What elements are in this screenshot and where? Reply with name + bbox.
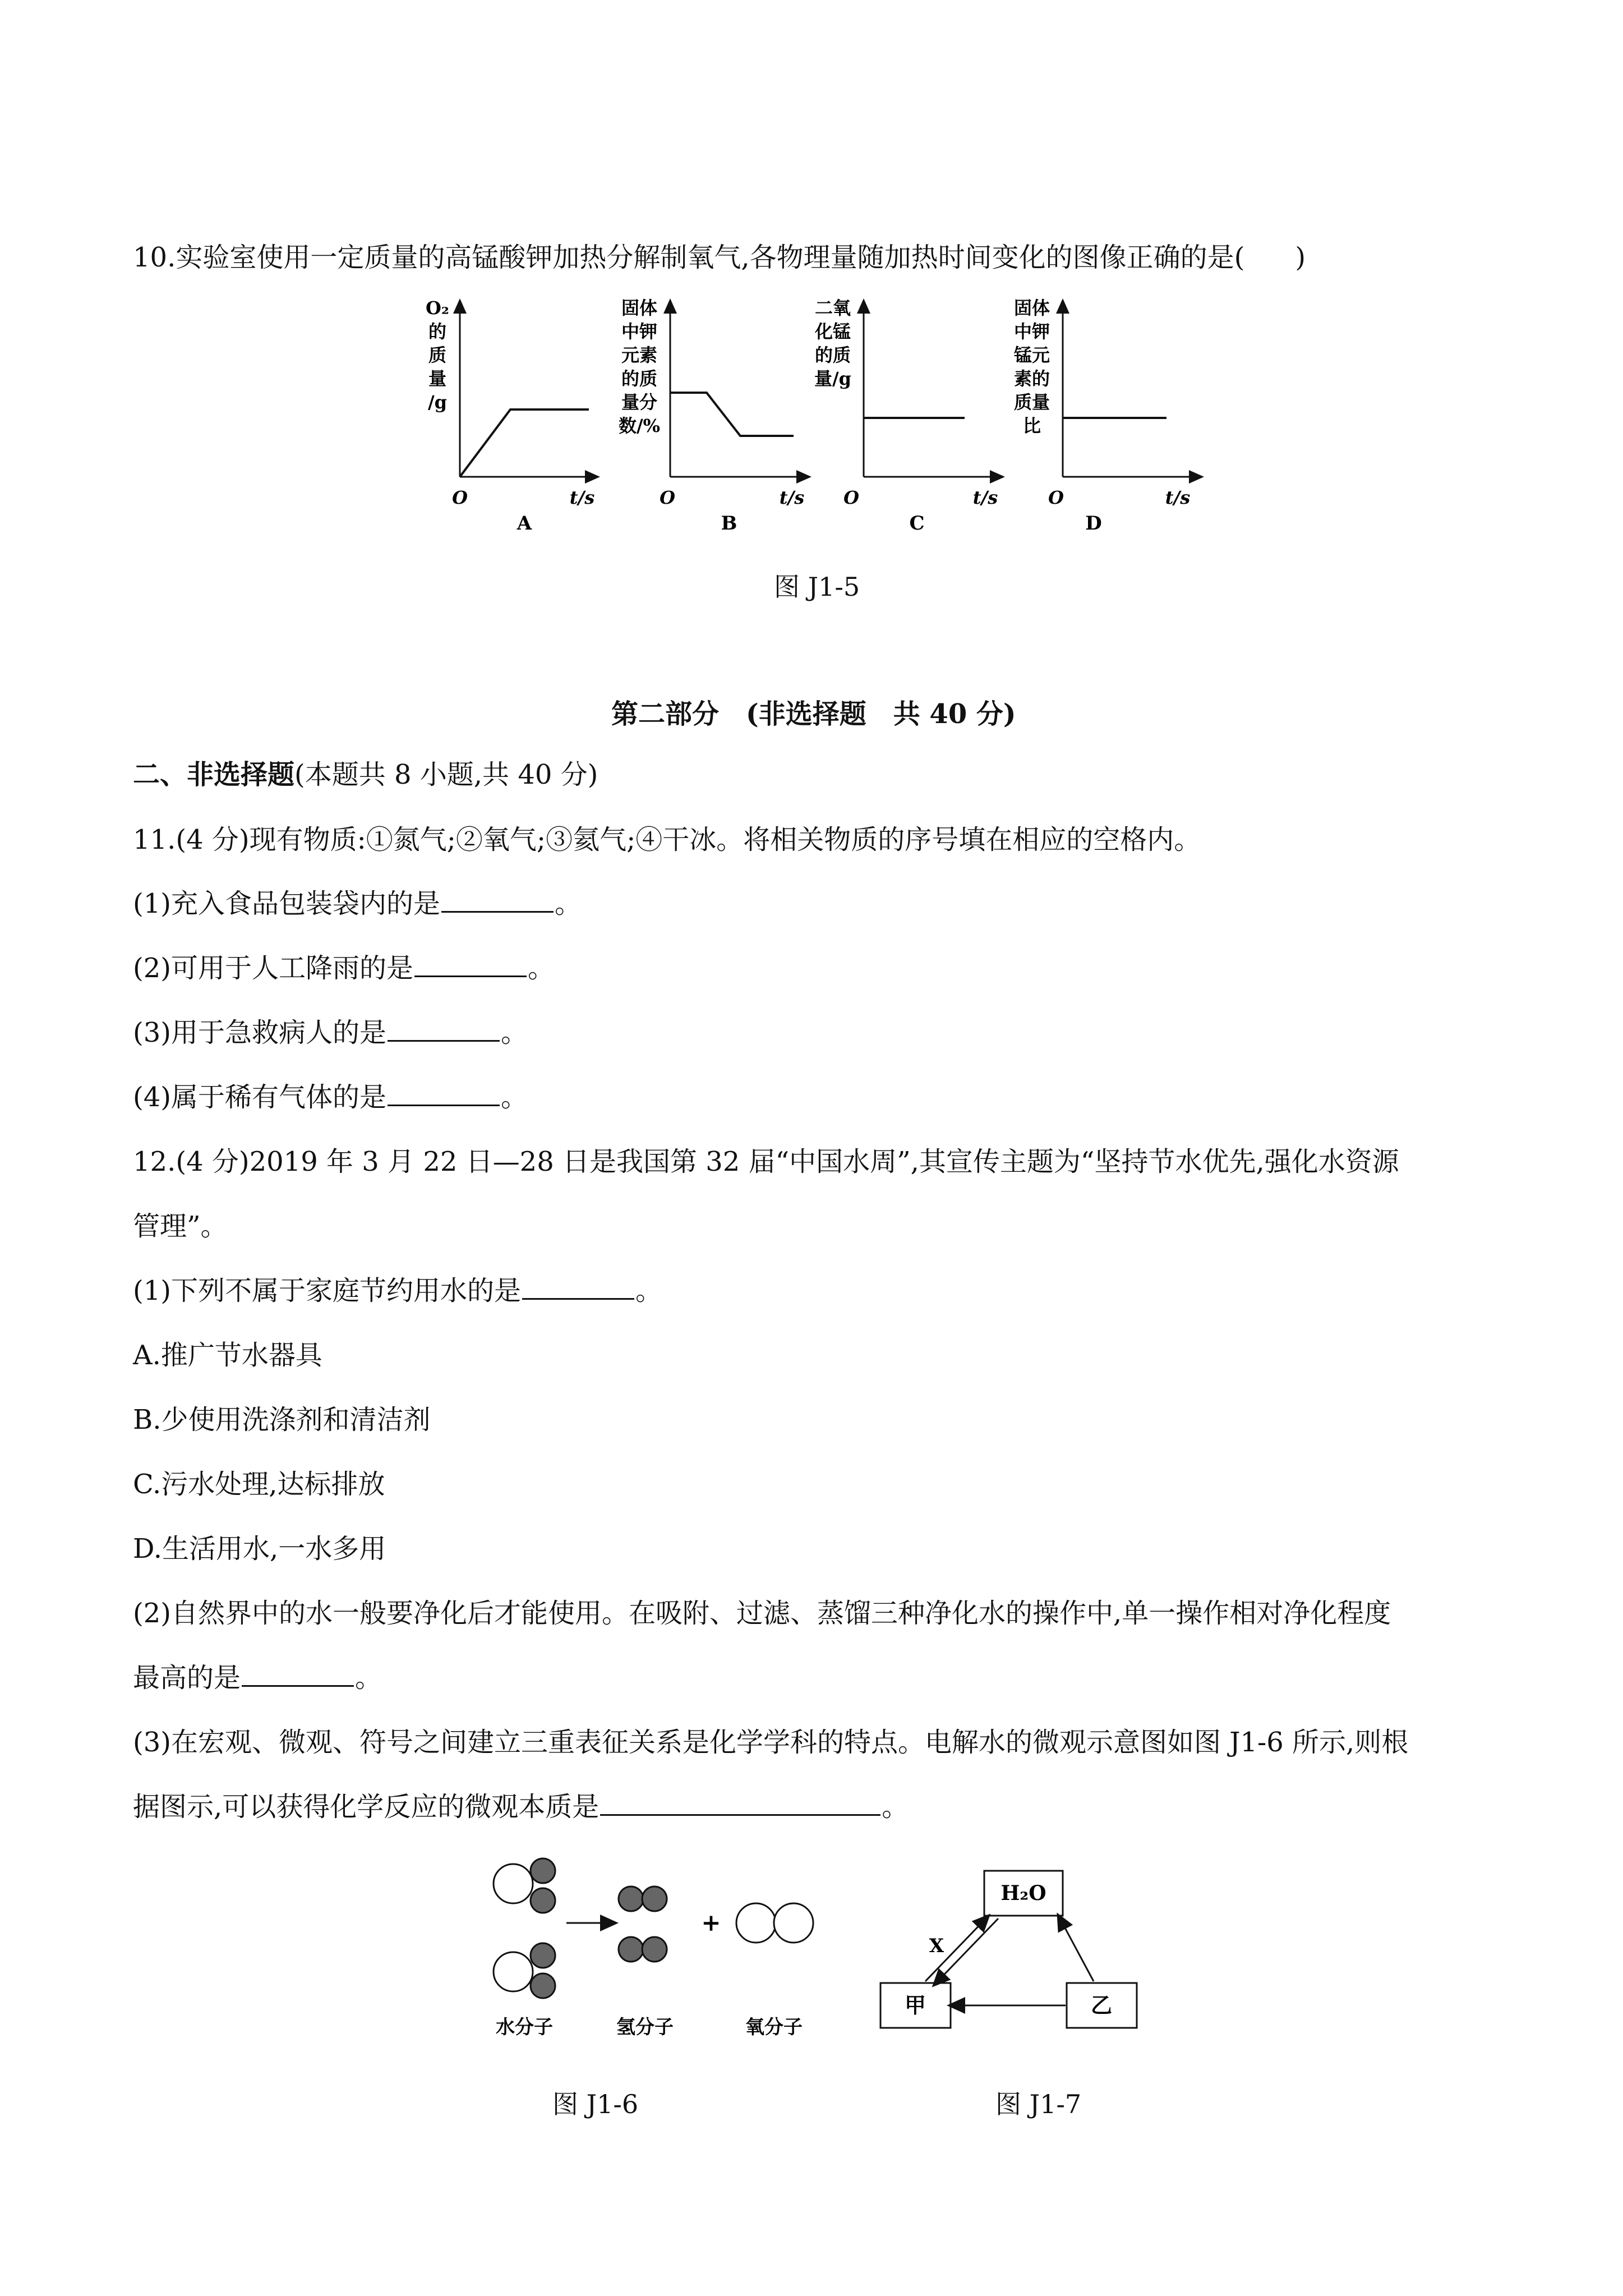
graph-b-ylabel-4: 的质 [621, 368, 658, 389]
graph-b-origin: O [660, 487, 675, 508]
q11-item-4-text: (4)属于稀有气体的是 [133, 1082, 386, 1113]
graph-c-ylabel-3: 的质 [814, 344, 851, 366]
figure-j1-5 [415, 297, 1223, 539]
water-molecule [494, 1858, 555, 1913]
figure-j1-7 [858, 1857, 1172, 2042]
answer-blank[interactable] [388, 1080, 500, 1106]
graph-b-ylabel-1: 固体 [621, 297, 658, 319]
graph-d-origin: O [1048, 487, 1064, 508]
graph-a-ylabel-5: /g [427, 392, 448, 413]
hydrogen-molecule [619, 1937, 667, 1962]
graph-b-ylabel-6: 数/% [618, 415, 661, 436]
graph-a-letter: A [517, 512, 532, 535]
q12-sub2-line1: (2)自然界中的水一般要净化后才能使用。在吸附、过滤、蒸馏三种净化水的操作中,单一操作相对净化程度 [133, 1598, 1391, 1629]
node-h2o-label: H₂O [1000, 1881, 1046, 1905]
q11-item-2 [133, 951, 555, 986]
node-yi-label: 乙 [1090, 1993, 1113, 2018]
end-mark: 。 [528, 953, 555, 984]
graph-c-ylabel-4: 量/g [814, 368, 852, 389]
water-molecule [494, 1943, 555, 1998]
graph-d-letter: D [1085, 512, 1102, 535]
graph-a-ylabel-2: 的 [428, 321, 447, 342]
q12-option-a: A.推广节水器具 [133, 1340, 322, 1371]
q10-paren-close: ) [1295, 242, 1306, 273]
q12-sub2-line2-text: 最高的是 [133, 1662, 241, 1694]
q11-item-3-text: (3)用于急救病人的是 [133, 1017, 386, 1048]
q12-sub3-line1: (3)在宏观、微观、符号之间建立三重表征关系是化学学科的特点。电解水的微观示意图如图 J1-6 所示,则根 [133, 1727, 1409, 1758]
q12-sub2-line2 [133, 1660, 382, 1695]
q11-item-2-text: (2)可用于人工降雨的是 [133, 953, 413, 984]
q12-option-b: B.少使用洗涤剂和清洁剂 [133, 1404, 431, 1435]
answer-blank[interactable] [600, 1789, 880, 1816]
q11-item-3 [133, 1015, 528, 1050]
end-mark: 。 [882, 1791, 909, 1823]
node-jia-label: 甲 [904, 1993, 926, 2018]
label-water-molecule: 水分子 [496, 2016, 553, 2039]
end-mark: 。 [501, 1082, 528, 1113]
graph-a-curve [460, 409, 589, 477]
q11-item-1 [133, 886, 582, 921]
graph-d-ylabel-4: 素的 [1013, 368, 1050, 389]
answer-blank[interactable] [522, 1273, 634, 1300]
arrow-label-x: X [929, 1935, 944, 1957]
graph-c-letter: C [909, 512, 925, 535]
graph-b-letter: B [721, 512, 737, 535]
graph-b-ylabel-2: 中钾 [621, 321, 658, 342]
q12-option-c: C.污水处理,达标排放 [133, 1469, 385, 1500]
end-mark: 。 [355, 1662, 382, 1694]
graph-a-ylabel-1: O₂ [426, 297, 449, 319]
graph-c-origin: O [843, 487, 859, 508]
part2-heading: 第二部分 (非选择题 共 40 分) [611, 698, 1016, 730]
graph-b-xlabel: t/s [779, 487, 805, 508]
section-title: 二、非选择题 [133, 759, 295, 790]
graph-d-ylabel-1: 固体 [1013, 297, 1050, 319]
arrow-yi-to-h2o [1060, 1918, 1094, 1981]
graph-b-ylabel-3: 元素 [621, 344, 658, 366]
answer-blank[interactable] [388, 1015, 500, 1042]
q12-stem-line1: 12.(4 分)2019 年 3 月 22 日—28 日是我国第 32 届“中国水周”,其宣传主题为“坚持节水优先,强化水资源 [133, 1146, 1399, 1177]
end-mark: 。 [635, 1275, 663, 1306]
answer-blank[interactable] [242, 1660, 354, 1687]
figure-j1-5-caption: 图 J1-5 [774, 572, 860, 602]
section-note: (本题共 8 小题,共 40 分) [294, 759, 598, 790]
end-mark: 。 [555, 888, 582, 919]
graph-d-ylabel-5: 质量 [1013, 392, 1050, 413]
end-mark: 。 [501, 1017, 528, 1048]
q12-sub1-text: (1)下列不属于家庭节约用水的是 [133, 1275, 521, 1306]
graph-d-xlabel: t/s [1165, 487, 1191, 508]
graph-a-ylabel-4: 量 [428, 368, 447, 389]
hydrogen-molecule [619, 1887, 667, 1911]
graph-b-ylabel-5: 量分 [621, 392, 658, 413]
graph-d-ylabel-2: 中钾 [1013, 321, 1050, 342]
q12-sub3-line2 [133, 1789, 909, 1824]
graph-a-origin: O [452, 487, 468, 508]
graph-b-curve [670, 393, 794, 436]
figure-j1-7-caption: 图 J1-7 [995, 2089, 1082, 2119]
q11-stem: 11.(4 分)现有物质:①氮气;②氧气;③氦气;④干冰。将相关物质的序号填在相应的空格内。 [133, 824, 1201, 855]
section-heading [133, 757, 598, 792]
q11-item-4 [133, 1080, 528, 1115]
figure-j1-6 [482, 1846, 841, 2047]
graph-a-xlabel: t/s [569, 487, 595, 508]
figure-j1-6-caption: 图 J1-6 [552, 2089, 639, 2119]
graph-b [619, 297, 805, 535]
oxygen-molecule [736, 1903, 813, 1943]
q12-sub3-line2-text: 据图示,可以获得化学反应的微观本质是 [133, 1791, 600, 1823]
graph-a-ylabel-3: 质 [428, 344, 447, 366]
q12-option-d: D.生活用水,一水多用 [133, 1533, 386, 1565]
answer-blank[interactable] [441, 886, 554, 913]
label-hydrogen-molecule: 氢分子 [616, 2016, 674, 2039]
q10-stem-text: 10.实验室使用一定质量的高锰酸钾加热分解制氧气,各物理量随加热时间变化的图像正确的是( [133, 242, 1245, 273]
graph-c [814, 297, 998, 535]
graph-d-ylabel-3: 锰元 [1013, 344, 1050, 366]
arrow-h2o-to-jia [937, 1918, 998, 1982]
graph-c-xlabel: t/s [972, 487, 998, 508]
q11-item-1-text: (1)充入食品包装袋内的是 [133, 888, 440, 919]
answer-blank[interactable] [414, 951, 527, 977]
graph-d-ylabel-6: 比 [1022, 415, 1041, 436]
label-oxygen-molecule: 氧分子 [745, 2016, 803, 2039]
q12-stem-line2: 管理”。 [133, 1211, 228, 1242]
q10-stem [133, 240, 1306, 275]
graph-c-ylabel-2: 化锰 [814, 321, 851, 342]
graph-a [426, 297, 594, 535]
graph-d [1014, 297, 1197, 535]
q12-sub1 [133, 1273, 662, 1308]
plus-sign: + [701, 1909, 721, 1936]
graph-c-ylabel-1: 二氧 [814, 297, 851, 319]
